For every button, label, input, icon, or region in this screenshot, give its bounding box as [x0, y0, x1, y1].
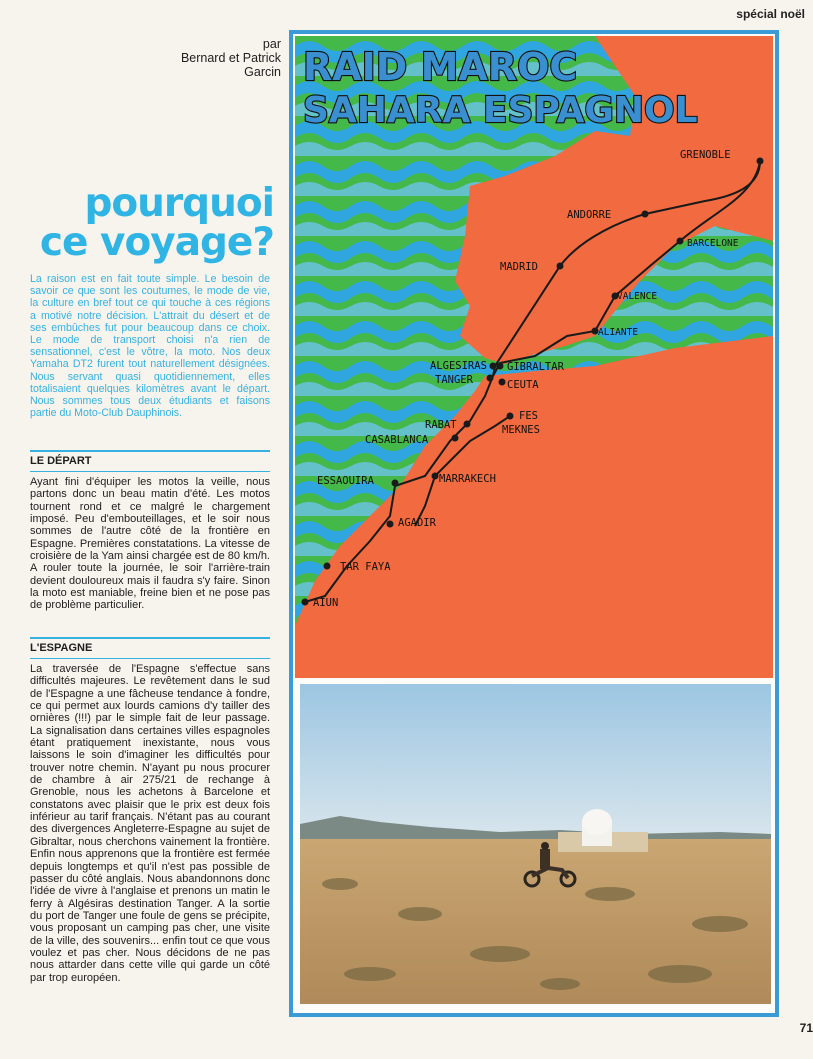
section-title-espagne: L'ESPAGNE	[30, 637, 270, 654]
city-barcelone: BARCELONE	[687, 238, 739, 249]
city-ceuta: CEUTA	[507, 379, 539, 391]
city-grenoble: GRENOBLE	[680, 149, 731, 161]
byline-authors-1: Bernard et Patrick	[180, 51, 281, 65]
section-text-depart: Ayant fini d'équiper les motos la veille, nous partons donc un beau matin d'été. Les motos tournent rond et ce malgré le chargement imposé. Peu d'embouteillages, et le soir nous sommes de l'autre côté de la frontière en Espagne. Premières constatations. La vitesse de croisière de la Yam ainsi chargée est de 80 km/h. A rouler toute la journée, le soir l'arrière-train devient douloureux mais il faudra s'y faire. Sinon la moto est maniable, freine bien et ne pose pas de problème particulier.	[30, 476, 270, 612]
city-aliante: ALIANTE	[598, 327, 639, 338]
page-number: 71	[799, 1021, 813, 1035]
section-tag: spécial noël	[736, 7, 805, 21]
city-tarfaya: TAR FAYA	[340, 561, 391, 573]
city-gibraltar: GIBRALTAR	[507, 361, 564, 373]
section-title-depart: LE DÉPART	[30, 450, 270, 467]
map-title-line-2: SAHARA ESPAGNOL	[303, 90, 698, 131]
article-headline	[28, 181, 274, 265]
city-aiun: AIUN	[313, 597, 339, 609]
route-map	[295, 36, 773, 678]
city-meknes: MEKNES	[502, 424, 540, 436]
city-madrid: MADRID	[500, 261, 538, 273]
photo-sky	[300, 684, 771, 834]
desert-photo	[300, 684, 771, 1004]
city-valence: VALENCE	[617, 291, 658, 302]
city-agadir: AGADIR	[398, 517, 436, 529]
section-text-espagne: La traversée de l'Espagne s'effectue sans difficultés majeures. Le revêtement dans le sud de l'Espagne a une fâcheuse tendance à fondre, ce qui permet aux lourds camions d'y tailler des ornières (!!!) par le simple fait de leur passage. La signalisation dans certaines villes espagnoles étant pratiquement inexistante, nous vous laissons le soin d'imaginer les difficultés pour trouver notre chemin. N'ayant pu nous procurer de chambre à air 275/21 de rechange à Grenoble, nous les achetons à Barcelone et constatons avec plaisir que le prix est deux fois inférieur au tarif français. N'étant pas au courant des divergences Angleterre-Espagne au sujet de Gibraltar, nous cherchons vainement la frontière. Enfin nous apprenons que la frontière est fermée depuis longtemps et qu'il n'est pas possible de passer du côté anglais. Nous abandonnons donc l'idée de vivre à l'anglaise et prenons un matin le ferry à Algésiras destination Tanger. A la sortie du port de Tanger une foule de gens se précipite, vous proposant un camping pas cher, une visite de la ville, des souvenirs... enfin tout ce que vous voulez et pas cher. Nous décidons de ne pas nous attarder dans cette ville qui garde un côté par trop européen.	[30, 663, 270, 984]
headline-line-2: ce voyage?	[39, 220, 274, 265]
byline-authors-2: Garcin	[244, 65, 281, 79]
city-essaouira: ESSAOUIRA	[317, 475, 374, 487]
intro-paragraph: La raison est en fait toute simple. Le besoin de savoir ce que sont les coutumes, le mode de vie, la culture en bref tout ce qui touche à ces régions a motivé notre décision. L'attrait du désert et de ses embûches fut pour beaucoup dans ce choix. Le mode de transport choisi n'a rien de sensationnel, c'est le vôtre, la moto. Nos deux Yamaha DT2 furent tout naturellement désignées. Nous servant quasi quotidiennement, elles totalisaient quelques kilomètres avant le départ. Nous sommes tous deux étudiants et faisons partie du Moto-Club Dauphinois.	[30, 273, 270, 420]
city-andorre: ANDORRE	[567, 209, 612, 221]
city-rabat: RABAT	[425, 419, 457, 431]
city-algesiras: ALGESIRAS	[430, 360, 487, 372]
byline-by: par	[262, 37, 281, 51]
map-title-line-1: RAID MAROC	[303, 45, 578, 89]
byline	[81, 37, 281, 79]
city-casablanca: CASABLANCA	[365, 434, 429, 446]
city-fes: FES	[519, 410, 538, 422]
city-tanger: TANGER	[435, 374, 473, 386]
city-marrakech: MARRAKECH	[439, 473, 496, 485]
headline-line-1: pourquoi	[84, 181, 274, 226]
